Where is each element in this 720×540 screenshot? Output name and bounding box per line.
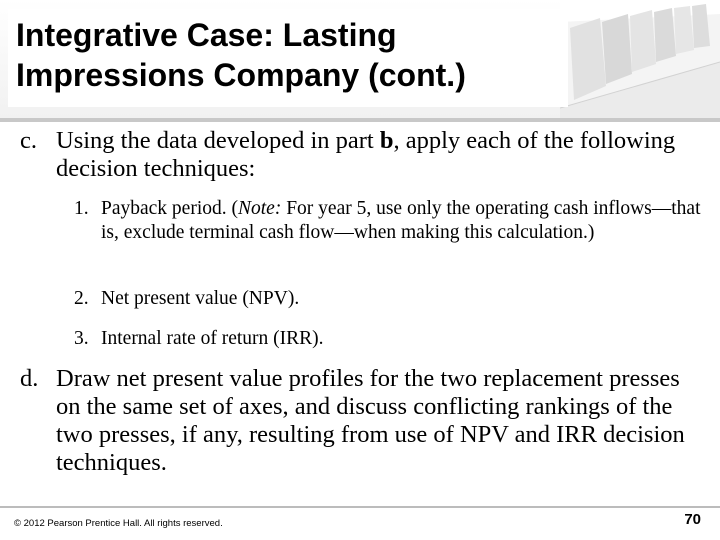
item-label: d. [20, 365, 39, 392]
sub-item-text: Internal rate of return (IRR). [101, 328, 324, 349]
sub-item-text-part: Payback period. ( [101, 198, 238, 219]
sub-item-2 [74, 287, 704, 311]
item-text [20, 127, 710, 183]
sub-item-text-part: For year 5, use only the operating cash inflows—that is, exclude terminal cash flow—when making this calculation.) [101, 198, 701, 243]
footer-divider [0, 506, 720, 508]
sub-item-1 [74, 197, 704, 245]
list-item-c [20, 127, 710, 183]
slide-header [0, 0, 720, 118]
sub-item-text: Net present value (NPV). [101, 288, 300, 309]
sub-item-3 [74, 327, 704, 351]
item-text-part: , apply each of the following decision techniques: [56, 127, 676, 182]
item-text: Draw net present value profiles for the two replacement presses on the same set of axes, and discuss conflicting rankings of the two presses, if any, resulting from use of NPV and IRR decision techniques. [56, 365, 685, 476]
list-item-d [20, 365, 710, 477]
copyright-text: © 2012 Pearson Prentice Hall. All rights reserved. [14, 518, 223, 529]
item-text-part: Using the data developed in part [56, 127, 380, 154]
header-divider [0, 118, 720, 122]
slide-number: 70 [684, 511, 701, 528]
sub-item-text-italic: Note: [238, 198, 282, 219]
sub-item-label: 3. [74, 328, 89, 349]
conference-room-image [560, 0, 720, 118]
item-text-bold: b [379, 127, 394, 154]
item-label: c. [20, 127, 37, 154]
sub-item-label: 2. [74, 288, 89, 309]
sub-item-text [74, 197, 704, 245]
sub-item-label: 1. [74, 198, 89, 219]
slide-title: Integrative Case: Lasting Impressions Company (cont.) [16, 17, 466, 93]
